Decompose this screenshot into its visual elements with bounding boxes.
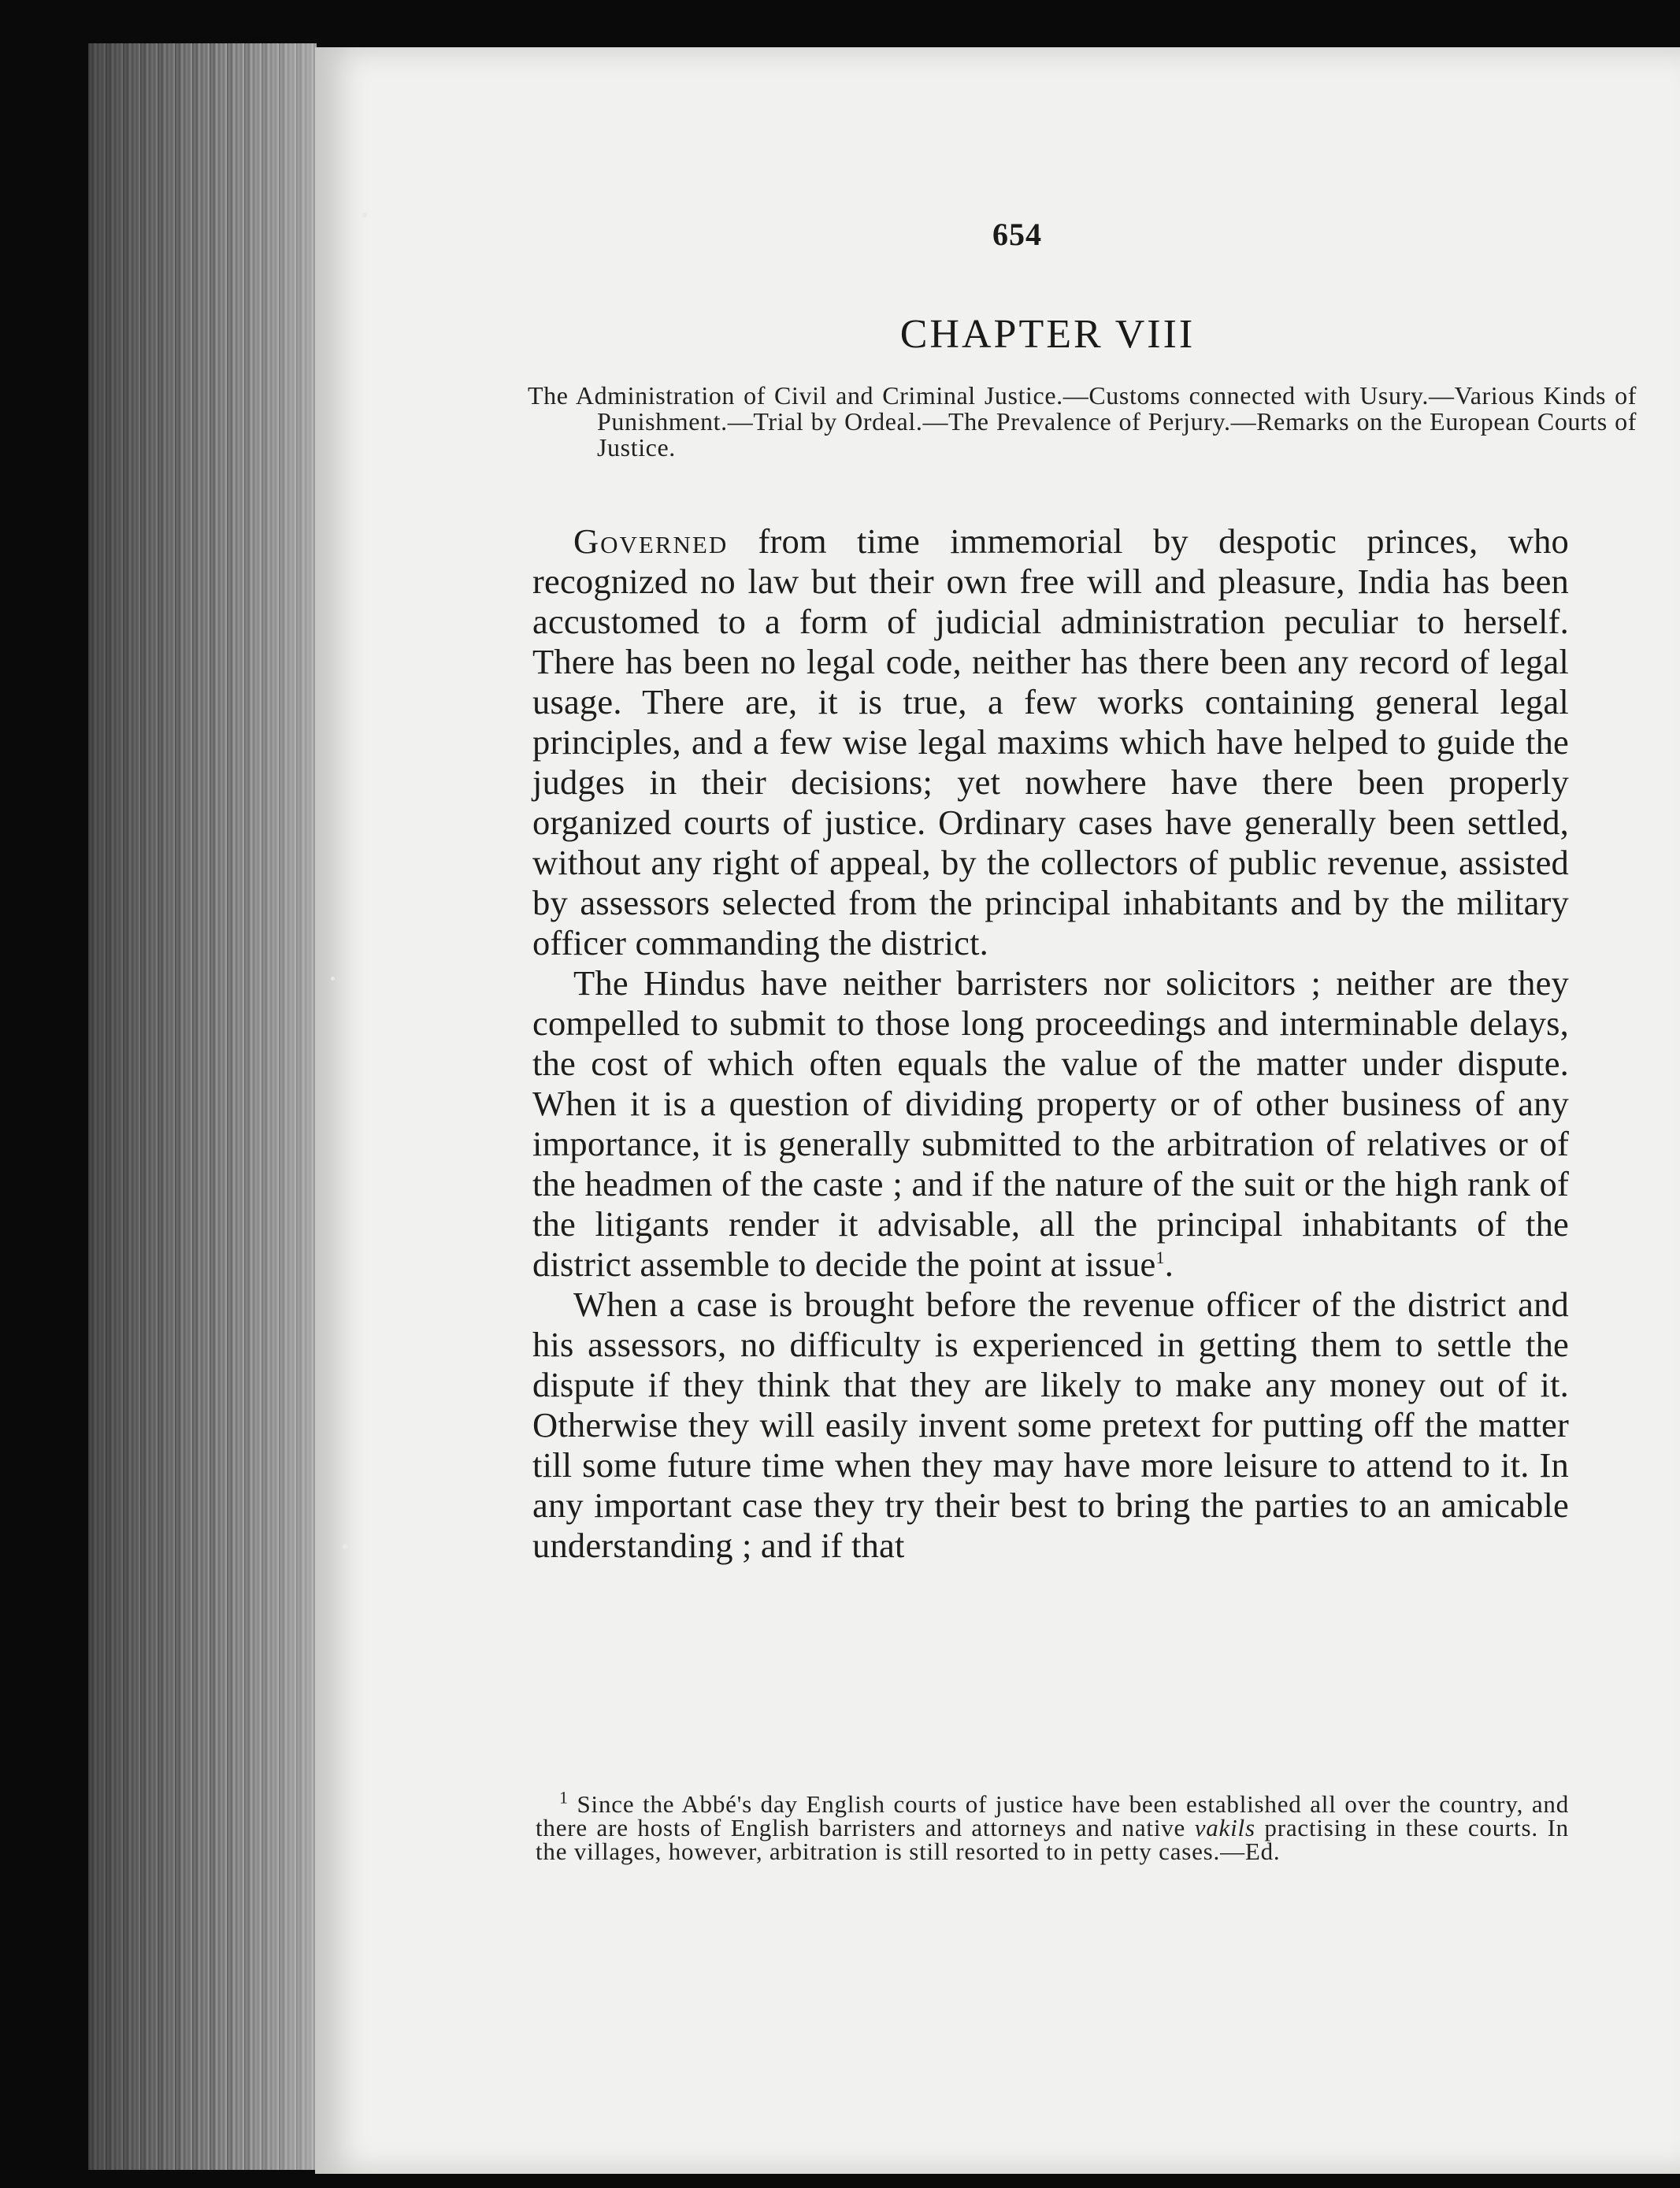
footnote (536, 1787, 1569, 1865)
chapter-summary: The Administration of Civil and Criminal Justice.—Customs connected with Usury.—Various Kinds of Punishment.—Trial by Ordeal.—The Prevalence of Perjury.—Remarks on the European Courts of Justice. (528, 381, 1637, 462)
paragraph-2-end: . (1164, 1244, 1174, 1284)
paragraph-2-text: The Hindus have neither barristers nor solicitors ; neither are they compelled to submit to those long proceedings and interminable delays, the cost of which often equals the value of the matter under dispute. When it is a question of dividing property or of other business of any importance, it is generally submitted to the arbitration of relatives or of the headmen of the caste ; and if the nature of the suit or the high rank of the litigants render it advisable, all the principal inhabitants of the district assemble to decide the point at issue (532, 963, 1569, 1284)
footnote-text (536, 1787, 1569, 1865)
footnote-italic-term: vakils (1194, 1814, 1255, 1841)
footnote-reference: 1 (1155, 1248, 1165, 1268)
footnote-marker: 1 (559, 1787, 569, 1808)
paragraph-1-text: from time immemorial by despotic princes, who recognized no law but their own free will and pleasure, India has been accustomed to a form of judicial administration peculiar to herself. There has been no legal code, neither has there been any record of legal usage. There are, it is true, a few works containing general legal principles, and a few wise legal maxims which have helped to guide the judges in their decisions; yet nowhere have there been properly organized courts of justice. Ordinary cases have generally been settled, without any right of appeal, by the collectors of public revenue, assisted by assessors selected from the principal inhabitants and by the military officer commanding the district. (532, 521, 1569, 962)
page-stack-edge (88, 43, 317, 2170)
paragraph-3-text: When a case is brought before the revenue officer of the district and his assessors, no difficulty is experienced in getting them to settle the dispute if they think that they are likely to make any money out of it. Otherwise they will easily invent some pretext for putting off the matter till some future time when they may have more leisure to attend to it. In any important case they try their best to bring the parties to an amicable understanding ; and if that (532, 1285, 1569, 1565)
paragraph-3 (532, 1285, 1569, 1566)
chapter-title: CHAPTER VIII (899, 312, 1196, 357)
page-number: 654 (992, 217, 1042, 252)
paragraph-1 (532, 521, 1569, 963)
body-text (532, 521, 1569, 1566)
footnote-part-2: practising in these courts. In the villages, however, arbitration is still resorted to in petty cases.—Ed. (536, 1814, 1569, 1865)
footnote-part-1: Since the Abbé's day English courts of justice have been established all over the country, and there are hosts of English barristers and attorneys and native (536, 1790, 1569, 1841)
paragraph-2 (532, 963, 1569, 1285)
opening-word: Governed (573, 521, 729, 561)
